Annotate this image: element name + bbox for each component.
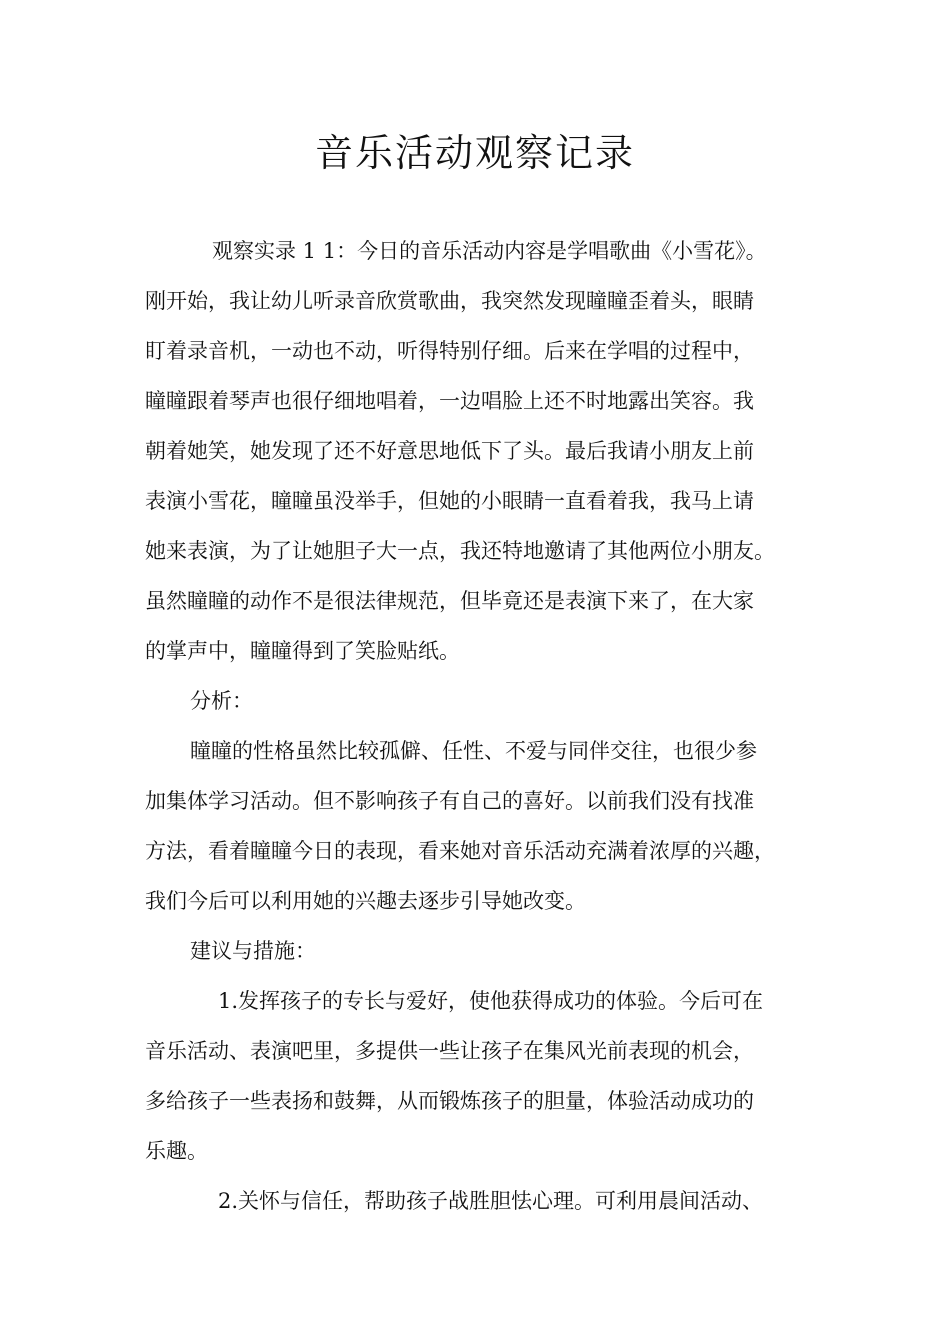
document-title: 音乐活动观察记录 — [314, 131, 635, 175]
paragraph-line: 音乐活动、表演吧里，多提供一些让孩子在集风光前表现的机会， — [145, 1039, 754, 1063]
paragraph-line: 盯着录音机，一动也不动，听得特别仔细。后来在学唱的过程中， — [145, 339, 754, 363]
paragraph-line: 我们今后可以利用她的兴趣去逐步引导她改变。 — [145, 889, 586, 913]
paragraph-line: 观察实录 1 1：今日的音乐活动内容是学唱歌曲《小雪花》。 — [212, 239, 767, 263]
paragraph-line: 她来表演，为了让她胆子大一点，我还特地邀请了其他两位小朋友。 — [145, 539, 775, 563]
paragraph-line: 朝着她笑，她发现了还不好意思地低下了头。最后我请小朋友上前 — [145, 439, 754, 463]
list-item-2: 2.关怀与信任，帮助孩子战胜胆怯心理。可利用晨间活动、 — [218, 1189, 764, 1213]
list-item-1: 1.发挥孩子的专长与爱好，使他获得成功的体验。今后可在 — [218, 989, 764, 1013]
paragraph-line: 多给孩子一些表扬和鼓舞，从而锻炼孩子的胆量，体验活动成功的 — [145, 1089, 754, 1113]
paragraph-line: 刚开始，我让幼儿听录音欣赏歌曲，我突然发现瞳瞳歪着头，眼睛 — [145, 289, 754, 313]
paragraph-line: 表演小雪花，瞳瞳虽没举手，但她的小眼睛一直看着我，我马上请 — [145, 489, 754, 513]
paragraph-line: 加集体学习活动。但不影响孩子有自己的喜好。以前我们没有找准 — [145, 789, 754, 813]
paragraph-line: 虽然瞳瞳的动作不是很法律规范，但毕竟还是表演下来了，在大家 — [145, 589, 754, 613]
paragraph-line: 瞳瞳的性格虽然比较孤僻、任性、不爱与同伴交往，也很少参 — [190, 739, 757, 763]
paragraph-line: 瞳瞳跟着琴声也很仔细地唱着，一边唱脸上还不时地露出笑容。我 — [145, 389, 754, 413]
paragraph-line: 方法，看着瞳瞳今日的表现，看来她对音乐活动充满着浓厚的兴趣， — [145, 839, 775, 863]
section-heading-suggestions: 建议与措施： — [190, 939, 316, 963]
paragraph-line: 的掌声中，瞳瞳得到了笑脸贴纸。 — [145, 639, 460, 663]
paragraph-line: 乐趣。 — [145, 1139, 208, 1163]
section-heading-analysis: 分析： — [190, 689, 253, 713]
